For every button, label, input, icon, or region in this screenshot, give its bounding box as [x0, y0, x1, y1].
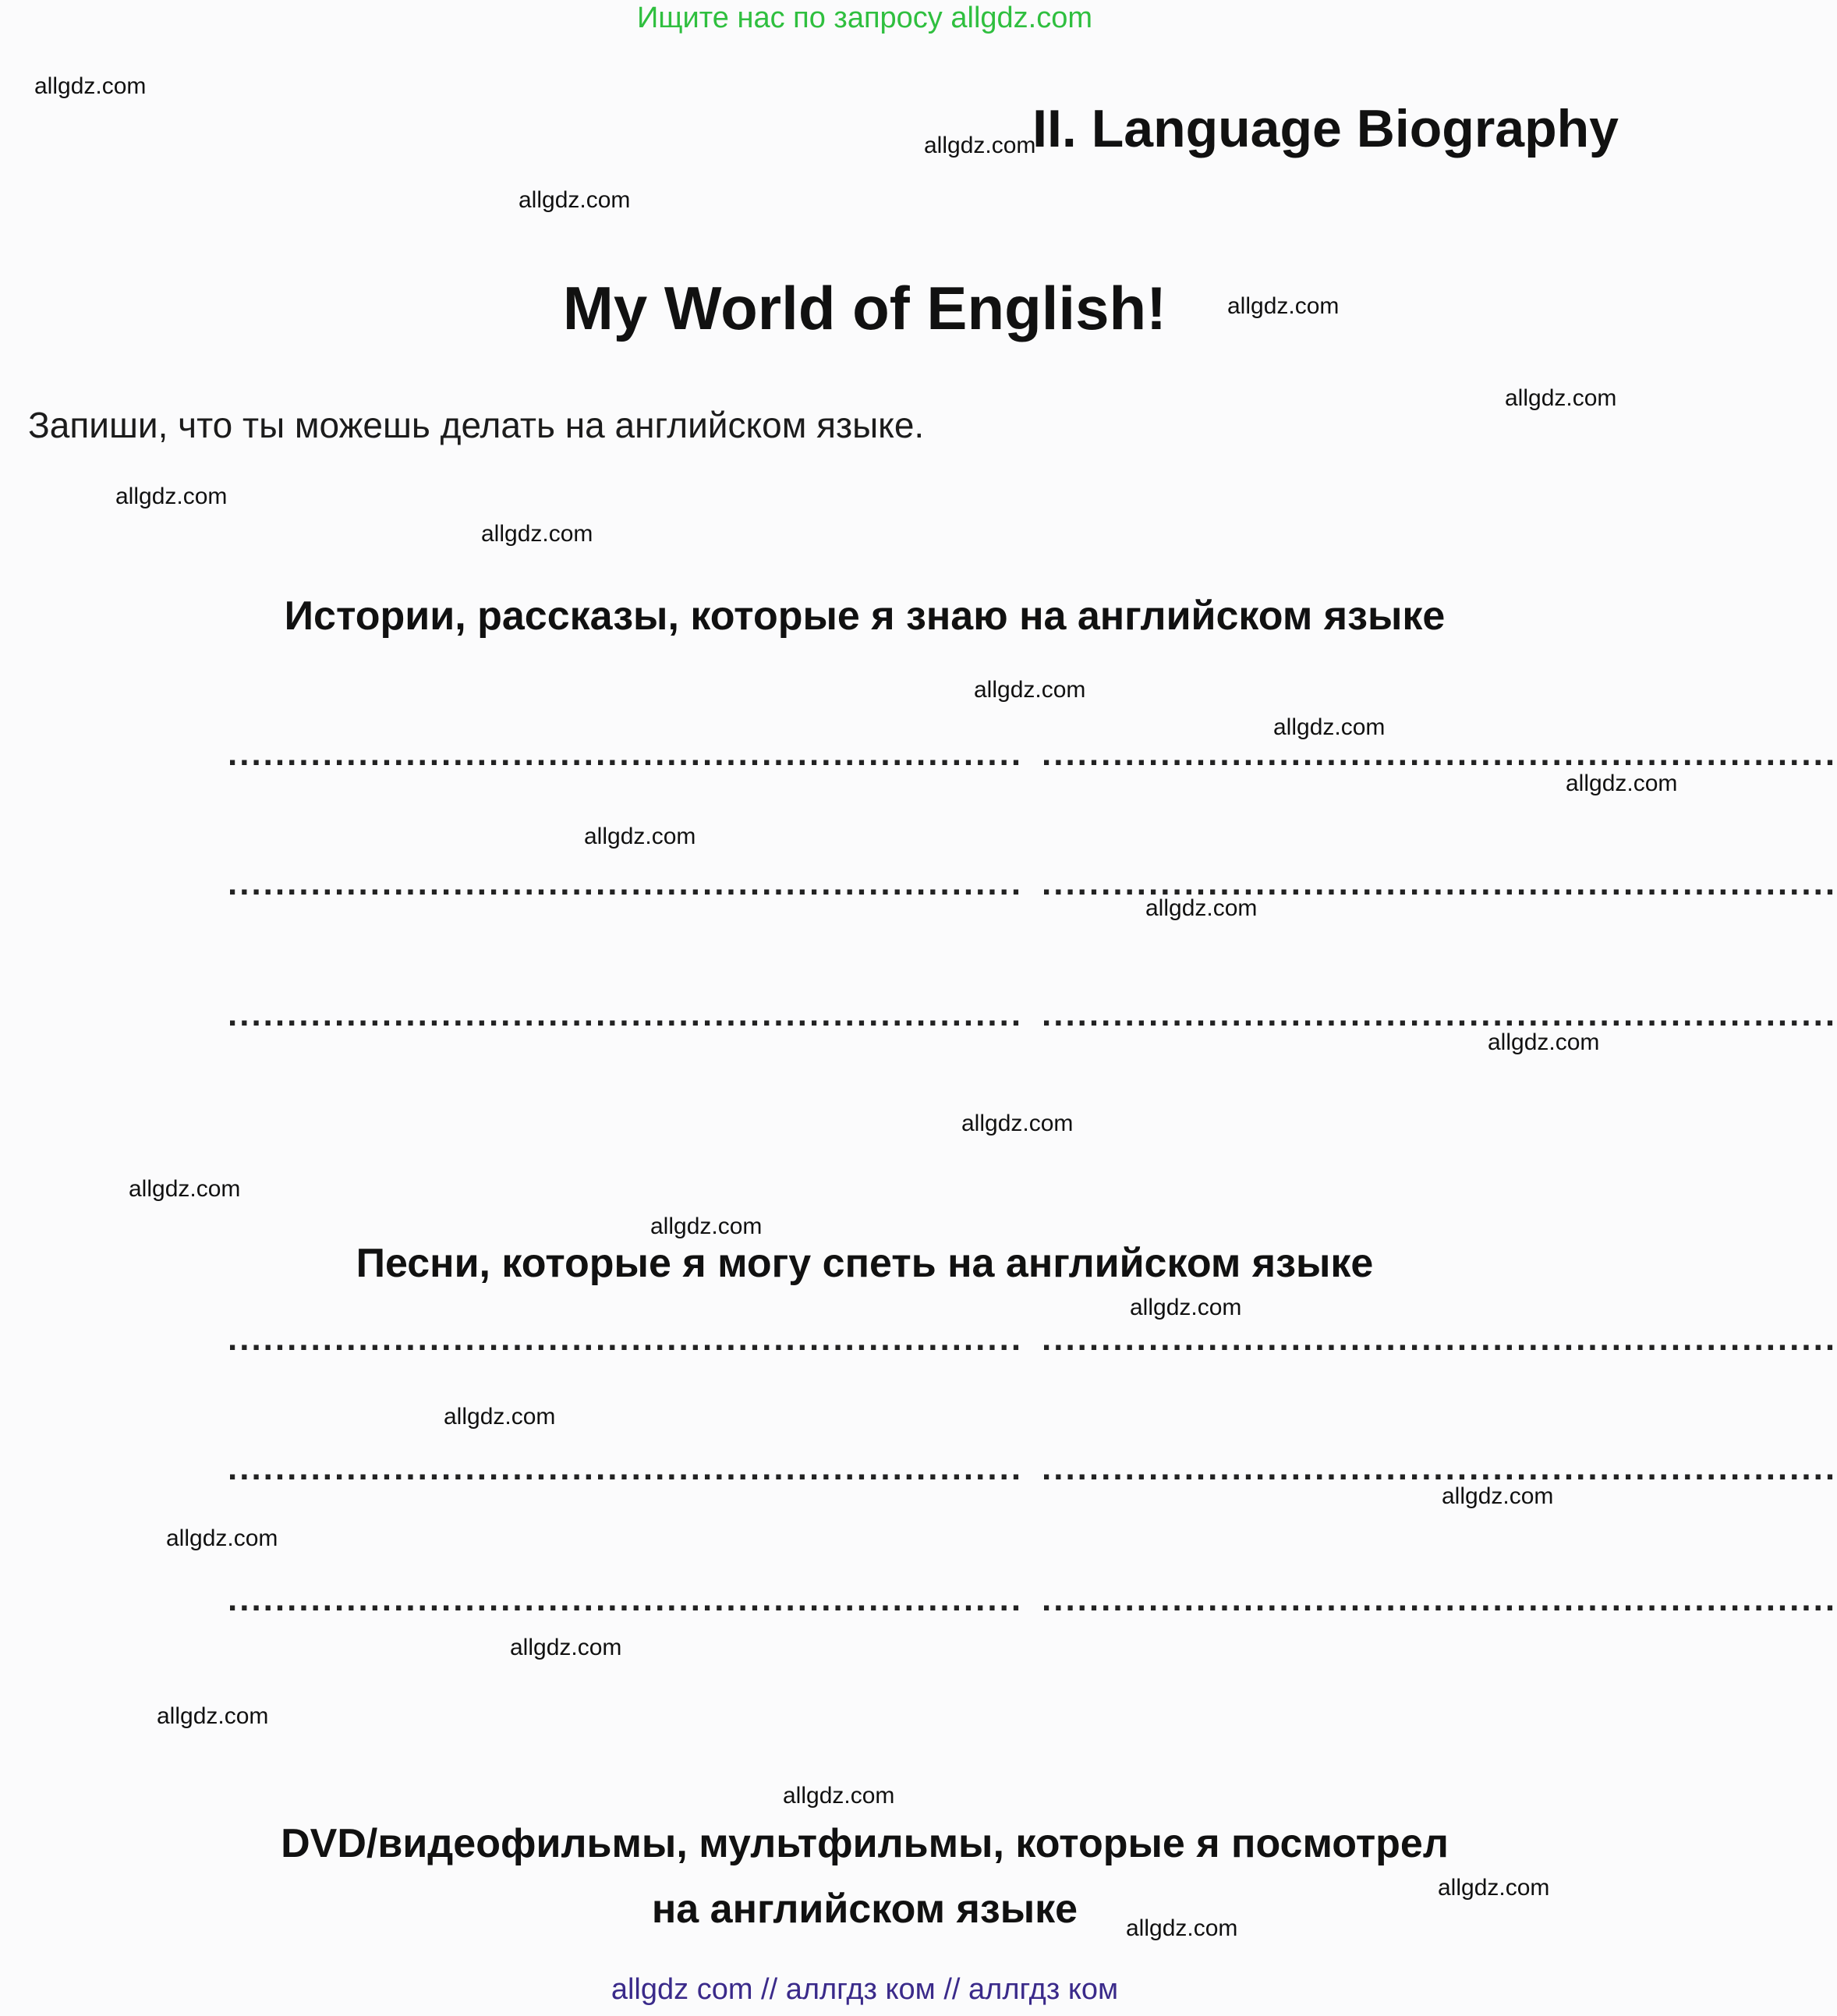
bottom-links[interactable]: allgdz com // аллгдз ком // аллгдз ком	[611, 1973, 1119, 2006]
answer-line[interactable]: ...................................................................	[228, 864, 1024, 902]
answer-line[interactable]: ...................................................................	[1042, 735, 1837, 773]
page-title: My World of English!	[562, 274, 1167, 342]
watermark: allgdz.com	[444, 1404, 556, 1430]
watermark: allgdz.com	[961, 1111, 1074, 1136]
watermark: allgdz.com	[34, 73, 147, 99]
instruction-text: Запиши, что ты можешь делать на английском языке.	[28, 405, 925, 445]
watermark: allgdz.com	[1505, 385, 1617, 411]
answer-line[interactable]: ...................................................................	[1042, 1580, 1837, 1618]
watermark: allgdz.com	[1566, 771, 1678, 796]
answer-line[interactable]: ...................................................................	[228, 1320, 1024, 1358]
watermark: allgdz.com	[783, 1783, 895, 1809]
watermark: allgdz.com	[510, 1635, 622, 1660]
watermark: allgdz.com	[1488, 1029, 1600, 1055]
answer-line[interactable]: ...................................................................	[228, 1580, 1024, 1618]
answer-line[interactable]: ...................................................................	[228, 1449, 1024, 1487]
watermark: allgdz.com	[974, 677, 1086, 703]
section-heading-songs: Песни, которые я могу спеть на английском языке	[356, 1241, 1374, 1286]
section-heading-films-line2: на английском языке	[651, 1887, 1078, 1932]
top-banner[interactable]: Ищите нас по запросу allgdz.com	[636, 2, 1092, 34]
answer-line[interactable]: ...................................................................	[228, 995, 1024, 1033]
watermark: allgdz.com	[481, 521, 593, 547]
watermark: allgdz.com	[1442, 1483, 1554, 1509]
answer-line[interactable]: ...................................................................	[1042, 864, 1837, 902]
section-heading-stories: Истории, рассказы, которые я знаю на английском языке	[284, 593, 1446, 639]
watermark: allgdz.com	[519, 187, 631, 213]
chapter-title: II. Language Biography	[1032, 99, 1619, 158]
watermark: allgdz.com	[1273, 714, 1386, 740]
watermark: allgdz.com	[1130, 1295, 1242, 1320]
watermark: allgdz.com	[924, 133, 1036, 158]
section-heading-films: DVD/видеофильмы, мультфильмы, которые я посмотрел	[281, 1821, 1449, 1866]
watermark: allgdz.com	[129, 1176, 241, 1202]
answer-line[interactable]: ...................................................................	[228, 735, 1024, 773]
answer-line[interactable]: ...................................................................	[1042, 1449, 1837, 1487]
answer-line[interactable]: ...................................................................	[1042, 1320, 1837, 1358]
watermark: allgdz.com	[584, 824, 696, 849]
watermark: allgdz.com	[650, 1213, 763, 1239]
watermark: allgdz.com	[1227, 293, 1340, 319]
answer-line[interactable]: ...................................................................	[1042, 995, 1837, 1033]
watermark: allgdz.com	[166, 1525, 278, 1551]
watermark: allgdz.com	[1126, 1915, 1238, 1941]
watermark: allgdz.com	[1145, 895, 1258, 921]
watermark: allgdz.com	[157, 1703, 269, 1729]
watermark: allgdz.com	[1438, 1875, 1550, 1901]
watermark: allgdz.com	[115, 484, 228, 509]
